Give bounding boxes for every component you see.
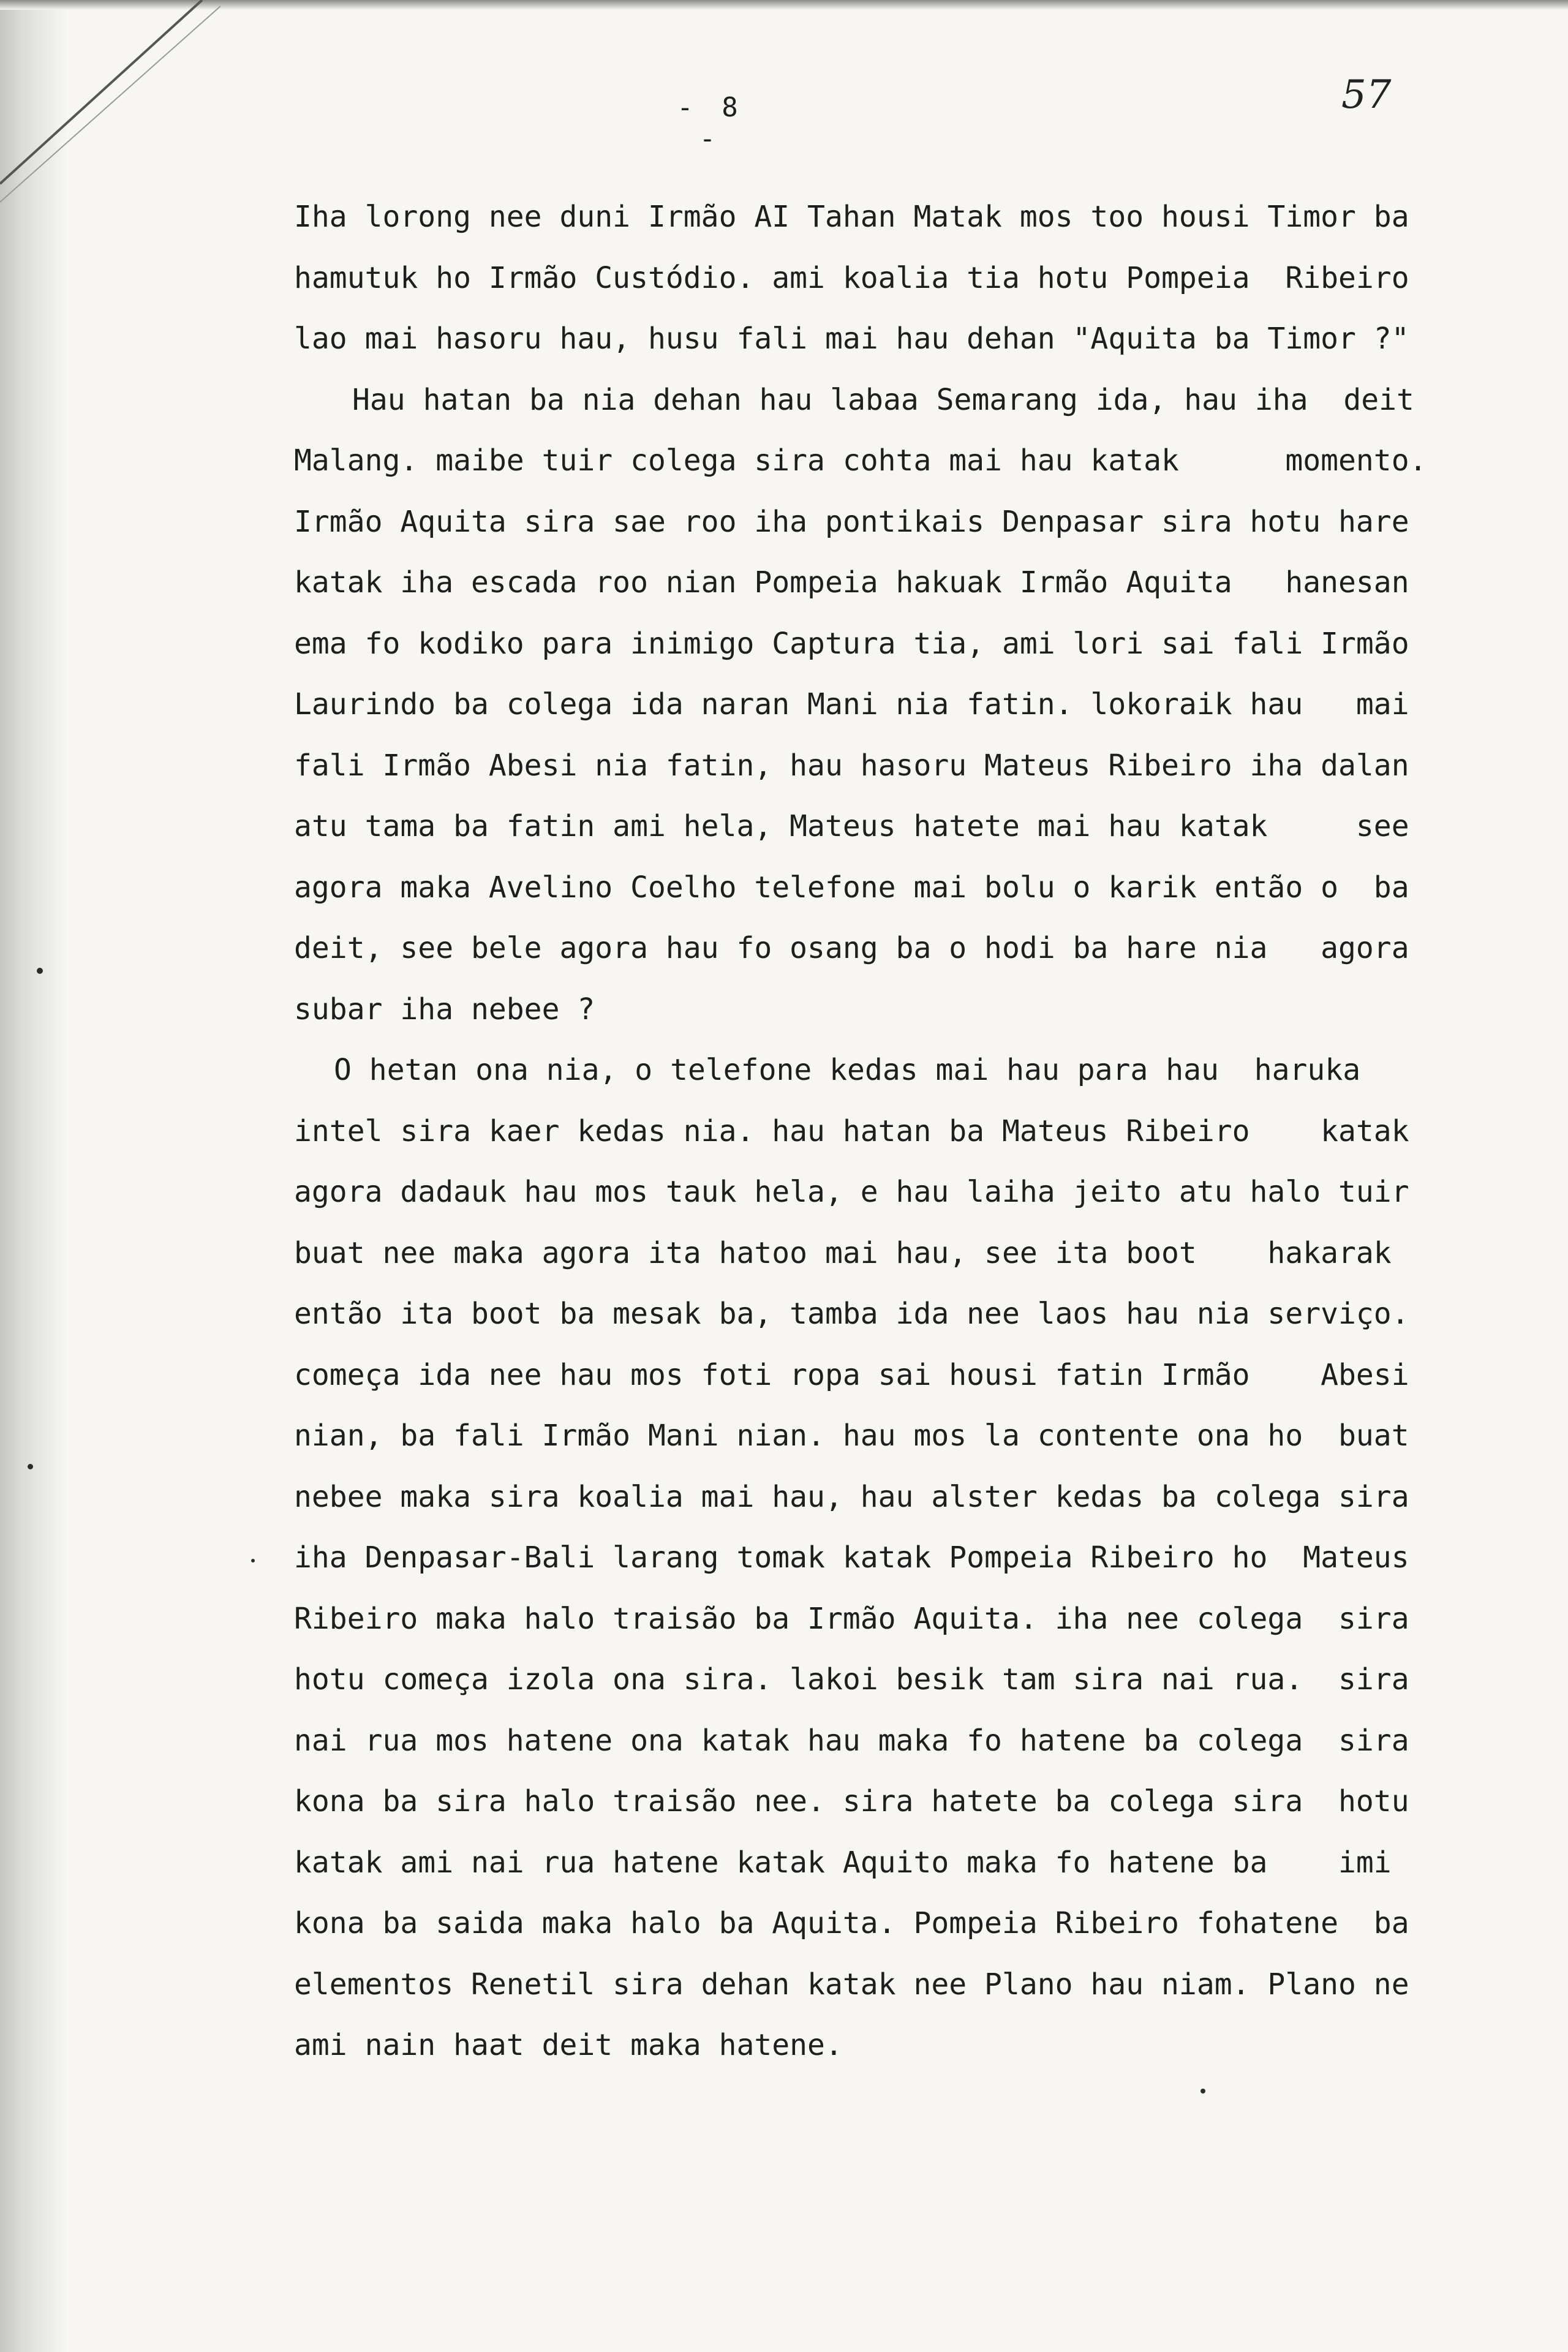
folded-corner-mark xyxy=(0,0,257,233)
text-line: Laurindo ba colega ida naran Mani nia fatin. lokoraik hau mai xyxy=(294,687,1409,722)
text-line: lao mai hasoru hau, husu fali mai hau dehan "Aquita ba Timor ?" xyxy=(294,322,1409,356)
text-line: kona ba saida maka halo ba Aquita. Pompeia Ribeiro fohatene ba xyxy=(294,1906,1409,1940)
text-line: começa ida nee hau mos foti ropa sai housi fatin Irmão Abesi xyxy=(294,1357,1409,1392)
text-line: hotu começa izola ona sira. lakoi besik tam sira nai rua. sira xyxy=(294,1662,1409,1697)
text-line: intel sira kaer kedas nia. hau hatan ba Mateus Ribeiro katak xyxy=(294,1114,1409,1148)
text-line: então ita boot ba mesak ba, tamba ida nee laos hau nia serviço. xyxy=(294,1297,1409,1331)
body-text xyxy=(294,187,1531,2076)
text-line: agora dadauk hau mos tauk hela, e hau laiha jeito atu halo tuir xyxy=(294,1175,1409,1209)
text-line: nian, ba fali Irmão Mani nian. hau mos la contente ona ho buat xyxy=(294,1419,1409,1453)
text-line: Ribeiro maka halo traisão ba Irmão Aquita. iha nee colega sira xyxy=(294,1601,1409,1636)
text-line: Malang. maibe tuir colega sira cohta mai hau katak momento. xyxy=(294,443,1427,478)
text-line: kona ba sira halo traisão nee. sira hatete ba colega sira hotu xyxy=(294,1784,1409,1819)
text-line: atu tama ba fatin ami hela, Mateus hatete mai hau katak see xyxy=(294,809,1409,843)
scan-speck xyxy=(1200,2089,1205,2094)
text-line: katak iha escada roo nian Pompeia hakuak Irmão Aquita hanesan xyxy=(294,565,1409,600)
text-line: iha Denpasar-Bali larang tomak katak Pompeia Ribeiro ho Mateus xyxy=(294,1540,1409,1575)
text-line: elementos Renetil sira dehan katak nee Plano hau niam. Plano ne xyxy=(294,1967,1409,2002)
text-line: hamutuk ho Irmão Custódio. ami koalia tia hotu Pompeia Ribeiro xyxy=(294,260,1409,295)
text-line: Irmão Aquita sira sae roo iha pontikais Denpasar sira hotu hare xyxy=(294,504,1409,539)
text-line: ami nain haat deit maka hatene. xyxy=(294,2028,843,2062)
text-line: katak ami nai rua hatene katak Aquito maka fo hatene ba imi xyxy=(294,1845,1392,1880)
text-line: fali Irmão Abesi nia fatin, hau hasoru Mateus Ribeiro iha dalan xyxy=(294,748,1409,783)
text-line: ema fo kodiko para inimigo Captura tia, ami lori sai fali Irmão xyxy=(294,626,1409,661)
text-line: O hetan ona nia, o telefone kedas mai hau para hau haruka xyxy=(334,1053,1361,1087)
handwritten-folio: 57 xyxy=(1341,72,1392,118)
text-line: agora maka Avelino Coelho telefone mai bolu o karik então o ba xyxy=(294,870,1409,905)
text-line: subar iha nebee ? xyxy=(294,992,595,1027)
scan-speck xyxy=(37,968,43,974)
text-line: nai rua mos hatene ona katak hau maka fo hatene ba colega sira xyxy=(294,1723,1409,1758)
scan-speck xyxy=(251,1559,255,1562)
page-number: - 8 - xyxy=(677,92,744,154)
scan-shadow-left xyxy=(0,0,67,2352)
text-line: buat nee maka agora ita hatoo mai hau, see ita boot hakarak xyxy=(294,1235,1392,1270)
text-line: nebee maka sira koalia mai hau, hau alster kedas ba colega sira xyxy=(294,1479,1409,1514)
text-line: Hau hatan ba nia dehan hau labaa Semarang ida, hau iha deit xyxy=(352,382,1414,417)
text-line: Iha lorong nee duni Irmão AI Tahan Matak mos too housi Timor ba xyxy=(294,200,1409,234)
text-line: deit, see bele agora hau fo osang ba o hodi ba hare nia agora xyxy=(294,931,1409,965)
scan-speck xyxy=(28,1464,33,1469)
